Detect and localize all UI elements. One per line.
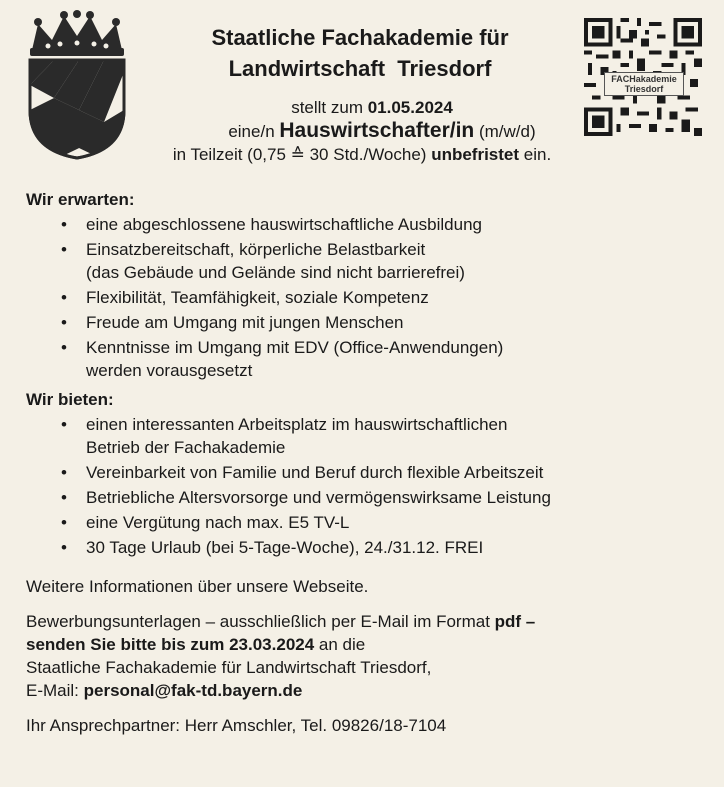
qr-label-line1: FACHakademie — [611, 74, 677, 84]
list-item — [26, 486, 706, 509]
list-item-text: Vereinbarkeit von Familie und Beruf durch flexible Arbeitszeit — [86, 463, 544, 482]
list-item-text: eine Vergütung nach max. E5 TV-L — [86, 513, 350, 532]
bullet-icon: • — [61, 415, 67, 434]
apply-format: pdf – — [494, 612, 536, 631]
list-item-text: 30 Tage Urlaub (bei 5-Tage-Woche), 24./31.12. FREI — [86, 538, 484, 557]
list-item-text: Einsatzbereitschaft, körperliche Belastbarkeit (das Gebäude und Gelände sind nicht barrierefrei) — [86, 240, 465, 282]
email-label: E-Mail: — [26, 681, 84, 700]
offer-list — [26, 413, 706, 559]
bullet-icon: • — [61, 240, 67, 259]
contact-person: Ihr Ansprechpartner: Herr Amschler, Tel. 09826/18-7104 — [26, 716, 447, 735]
intro-line-2 — [0, 119, 724, 143]
list-item — [26, 286, 706, 309]
apply-to: an die — [314, 635, 366, 654]
list-item — [26, 536, 706, 559]
expect-list — [26, 213, 706, 382]
intro-end: ein. — [519, 145, 552, 164]
list-item-text: Kenntnisse im Umgang mit EDV (Office-Anwendungen) werden vorausgesetzt — [86, 338, 504, 380]
offer-heading: Wir bieten: — [26, 390, 114, 409]
info-text: Weitere Informationen über unsere Webseite. — [26, 577, 369, 596]
bullet-icon: • — [61, 538, 67, 557]
title-line-1: Staatliche Fachakademie für — [211, 25, 509, 50]
intro-line-3 — [0, 143, 724, 166]
intro-start-text: stellt zum — [291, 98, 368, 117]
list-item-text: eine abgeschlossene hauswirtschaftliche Ausbildung — [86, 215, 482, 234]
expect-heading: Wir erwarten: — [26, 190, 135, 209]
gender-note: (m/w/d) — [474, 122, 536, 141]
bullet-icon: • — [61, 513, 67, 532]
list-item — [26, 511, 706, 534]
apply-line-3: Staatliche Fachakademie für Landwirtschaft Triesdorf, — [26, 658, 432, 677]
application-info — [26, 610, 706, 702]
apply-deadline: senden Sie bitte bis zum 23.03.2024 — [26, 635, 315, 654]
list-item — [26, 461, 706, 484]
part-time-info: in Teilzeit (0,75 ≙ 30 Std./Woche) — [172, 145, 432, 164]
title-line-2: Landwirtschaft Triesdorf — [228, 56, 492, 81]
list-item — [26, 311, 706, 334]
list-item — [26, 336, 706, 382]
list-item — [26, 413, 706, 459]
contract-type: unbefristet — [431, 145, 520, 164]
bullet-icon: • — [61, 488, 67, 507]
list-item-text: Betriebliche Altersvorsorge und vermögenswirksame Leistung — [86, 488, 551, 507]
page-title — [130, 22, 590, 84]
bullet-icon: • — [61, 338, 67, 357]
list-item-text: Flexibilität, Teamfähigkeit, soziale Kompetenz — [86, 288, 429, 307]
apply-line-4 — [26, 679, 706, 702]
bullet-icon: • — [61, 288, 67, 307]
bullet-icon: • — [61, 313, 67, 332]
list-item — [26, 213, 706, 236]
apply-line-1 — [26, 610, 706, 633]
bullet-icon: • — [61, 463, 67, 482]
bullet-icon: • — [61, 215, 67, 234]
qr-logo-label — [604, 72, 684, 96]
qr-label-line2: Triesdorf — [624, 84, 664, 94]
list-item-text: Freude am Umgang mit jungen Menschen — [86, 313, 404, 332]
email-link[interactable]: personal@fak-td.bayern.de — [83, 681, 303, 700]
start-date: 01.05.2024 — [367, 98, 453, 117]
list-item — [26, 238, 706, 284]
job-intro — [0, 96, 724, 166]
main-content — [26, 188, 706, 737]
intro-line-1 — [0, 96, 724, 119]
list-item-text: einen interessanten Arbeitsplatz im hauswirtschaftlichen Betrieb der Fachakademie — [86, 415, 508, 457]
apply-line-2 — [26, 633, 706, 656]
apply-text: Bewerbungsunterlagen – ausschließlich per E-Mail im Format — [26, 612, 495, 631]
job-title: Hauswirtschafter/in — [279, 119, 475, 142]
intro-article: eine/n — [228, 122, 280, 141]
